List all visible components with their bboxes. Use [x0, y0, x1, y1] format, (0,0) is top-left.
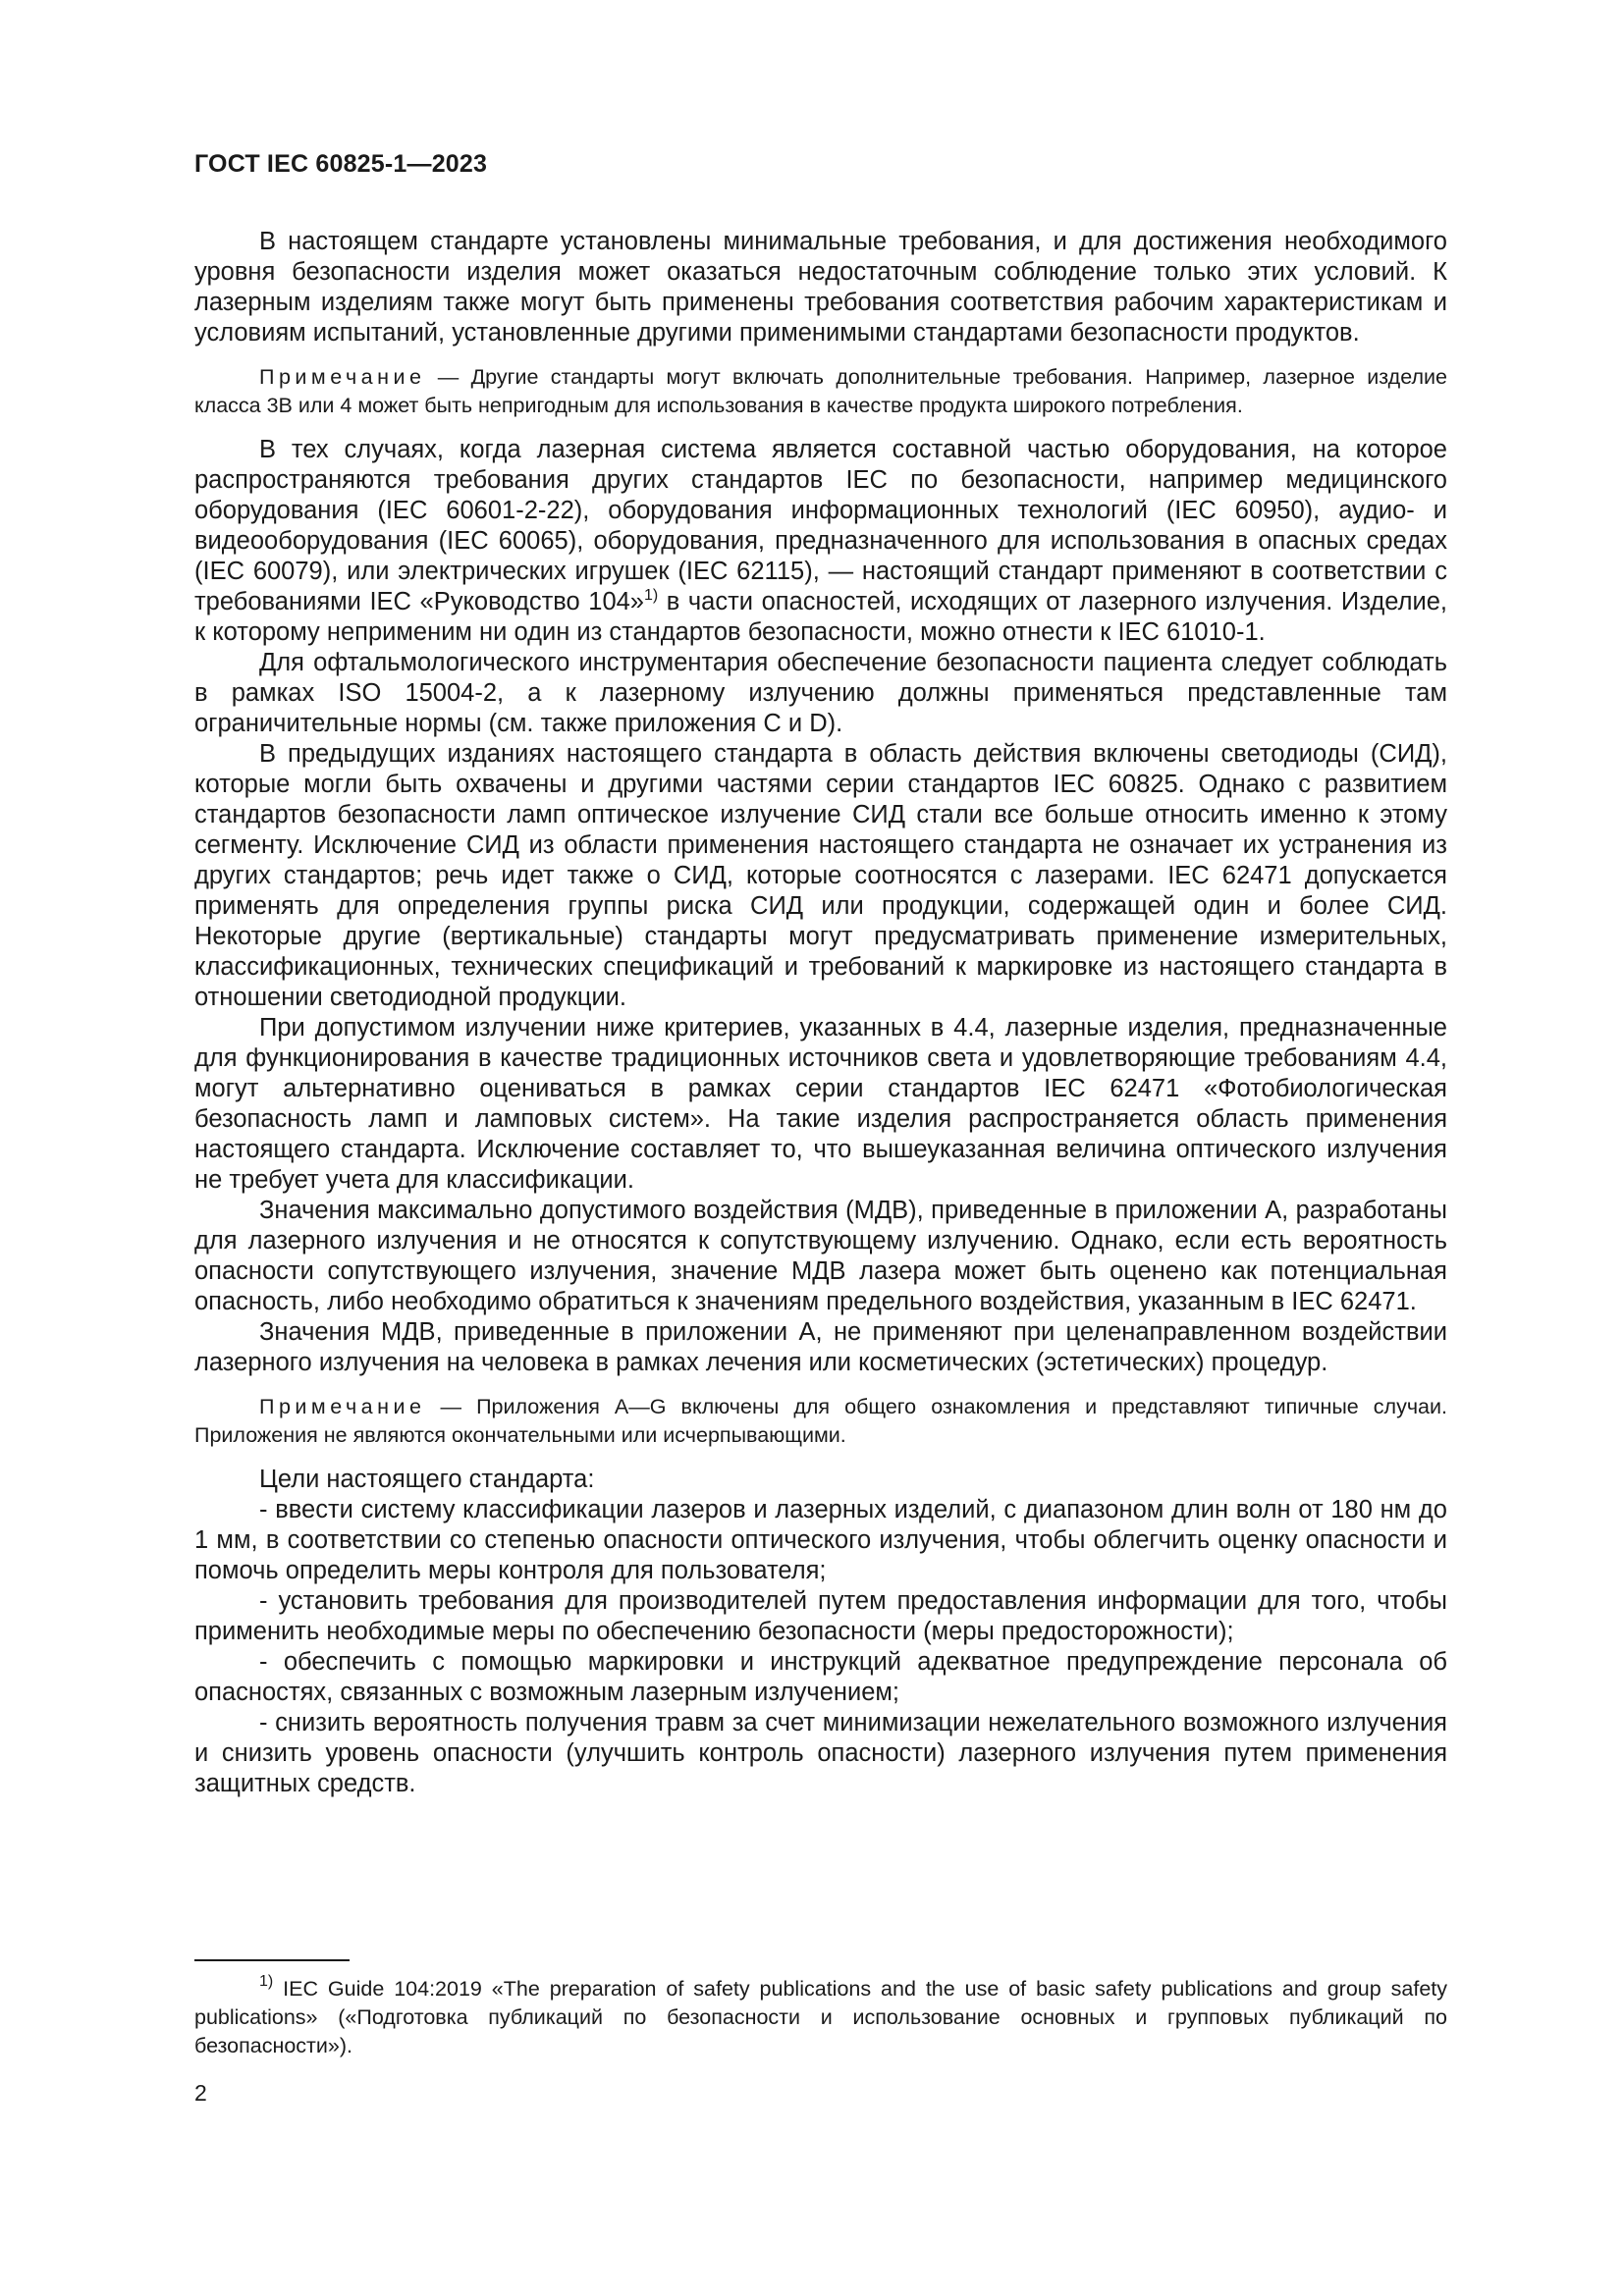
footnote-marker: 1) — [259, 1973, 274, 1990]
goal-item: - установить требования для производителей путем предоставления информации для того, чтобы применить необходимые меры по обеспечению безопасности (меры предосторожности); — [194, 1587, 1447, 1645]
footnote-reference: 1) — [644, 587, 659, 604]
paragraph-minimum-requirements: В настоящем стандарте установлены минимальные требования, и для достижения необходимого уровня безопасности изделия может оказаться недостаточным соблюдение только этих условий. К лазерным изделиям также могут быть применены требования соответствия рабочим характеристикам и условиям испытаний, установленные другими применимыми стандартами безопасности продуктов. — [194, 228, 1447, 347]
footnote-divider — [194, 1959, 350, 1961]
main-text — [194, 227, 1447, 1799]
paragraph-traditional-light-sources: При допустимом излучении ниже критериев, указанных в 4.4, лазерные изделия, предназначенные для функционирования в качестве традиционных источников света и удовлетворяющие требованиям 4.4, могут альтернативно оцениваться в рамках серии стандартов IEC 62471 «Фотобиологическая безопасность ламп и ламповых систем». На такие изделия распространяется область применения настоящего стандарта. Исключение составляет то, что вышеуказанная величина оптического излучения не требует учета для классификации. — [194, 1014, 1447, 1194]
standard-designation-header: ГОСТ IEC 60825-1—2023 — [194, 150, 488, 178]
note-other-standards — [194, 363, 1447, 420]
goals-title: Цели настоящего стандарта: — [259, 1466, 595, 1493]
paragraph-mpe-not-applied: Значения МДВ, приведенные в приложении А, не применяют при целенаправленном воздействии лазерного излучения на человека в рамках лечения или косметических (эстетических) процедур. — [194, 1318, 1447, 1376]
note-annexes — [194, 1393, 1447, 1450]
footnote-body: IEC Guide 104:2019 «The preparation of safety publications and the use of basic safety publications and group safety publications» («Подготовка публикаций по безопасности и использование основных и групповых публикаций по безопасности»). — [194, 1977, 1447, 2057]
page-number: 2 — [194, 2080, 207, 2106]
paragraph-led-scope: В предыдущих изданиях настоящего стандарта в область действия включены светодиоды (СИД), которые могли быть охвачены и другими частями серии стандартов IEC 60825. Однако с развитием стандартов безопасности ламп оптическое излучение СИД стали все больше относить именно к этому сегменту. Исключение СИД из области применения настоящего стандарта не означает их устранения из других стандартов; речь идет также о СИД, которые соотносятся с лазерами. IEC 62471 допускается применять для определения группы риска СИД или продукции, содержащей один и более СИД. Некоторые другие (вертикальные) стандарты могут предусматривать применение измерительных, классификационных, технических спецификаций и требований к маркировке из настоящего стандарта в отношении светодиодной продукции. — [194, 740, 1447, 1011]
paragraph-text: в части опасностей, исходящих от лазерного излучения. Изделие, к которому неприменим ни один из стандартов безопасности, можно отнести к IEC 61010-1. — [194, 588, 1447, 646]
paragraph-laser-system-component — [194, 435, 1447, 648]
paragraph-ophthalmic-instruments: Для офтальмологического инструментария обеспечение безопасности пациента следует соблюдать в рамках ISO 15004-2, а к лазерному излучению должны применяться представленные там ограничительные нормы (см. также приложения С и D). — [194, 649, 1447, 737]
note-label: Примечание — [259, 1395, 426, 1418]
goal-item: - обеспечить с помощью маркировки и инструкций адекватное предупреждение персонала об опасностях, связанных с возможным лазерным излучением; — [194, 1648, 1447, 1706]
document-page — [194, 0, 1447, 2296]
note-text: — Приложения А—G включены для общего ознакомления и представляют типичные случаи. Приложения не являются окончательными или исчерпывающими. — [194, 1395, 1447, 1447]
note-text: — Другие стандарты могут включать дополнительные требования. Например, лазерное изделие класса 3В или 4 может быть непригодным для использования в качестве продукта широкого потребления. — [194, 365, 1447, 417]
paragraph-mpe-values: Значения максимально допустимого воздействия (МДВ), приведенные в приложении А, разработаны для лазерного излучения и не относятся к сопутствующему излучению. Однако, если есть вероятность опасности сопутствующего излучения, значение МДВ лазера может быть оценено как потенциальная опасность, либо необходимо обратиться к значениям предельного воздействия, указанным в IEC 62471. — [194, 1197, 1447, 1315]
paragraph-text: В тех случаях, когда лазерная система является составной частью оборудования, на которое распространяются требования других стандартов IEC по безопасности, например медицинского оборудования (IEC 60601-2-22), оборудования информационных технологий (IEC 60950), аудио- и видеооборудования (IEC 60065), оборудования, предназначенного для использования в опасных средах (IEC 60079), или электрических игрушек (IEC 62115), — настоящий стандарт применяют в соответствии с требованиями IEC «Руководство 104» — [194, 436, 1447, 615]
note-label: Примечание — [259, 365, 426, 389]
footnote — [194, 1975, 1447, 2060]
goal-item: - ввести систему классификации лазеров и лазерных изделий, с диапазоном длин волн от 180 нм до 1 мм, в соответствии со степенью опасности оптического излучения, чтобы облегчить оценку опасности и помочь определить меры контроля для пользователя; — [194, 1496, 1447, 1584]
goal-item: - снизить вероятность получения травм за счет минимизации нежелательного возможного излучения и снизить уровень опасности (улучшить контроль опасности) лазерного излучения путем применения защитных средств. — [194, 1709, 1447, 1797]
footnote-text — [194, 1975, 1447, 2060]
